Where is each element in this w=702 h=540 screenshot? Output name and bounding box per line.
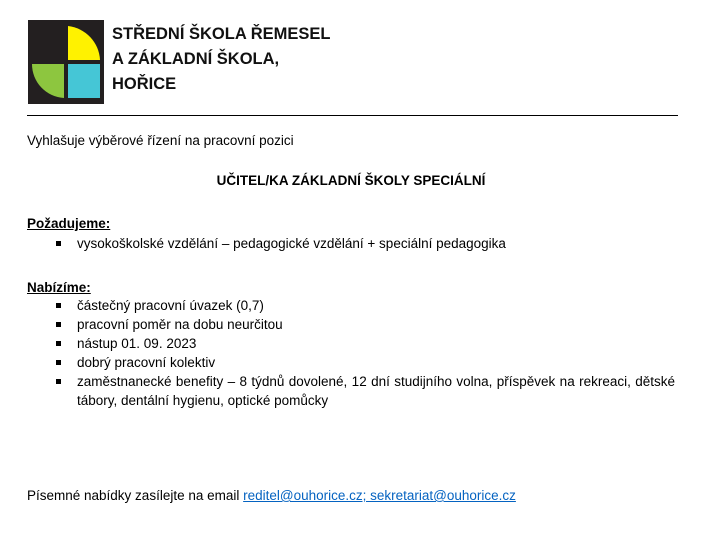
list-item: dobrý pracovní kolektiv xyxy=(27,353,675,372)
bullet-icon xyxy=(56,241,61,246)
list-item: nástup 01. 09. 2023 xyxy=(27,334,675,353)
bullet-icon xyxy=(56,322,61,327)
bullet-icon xyxy=(56,379,61,384)
bullet-icon xyxy=(56,341,61,346)
position-title: UČITEL/KA ZÁKLADNÍ ŠKOLY SPECIÁLNÍ xyxy=(216,173,486,188)
email-link[interactable]: reditel@ouhorice.cz; sekretariat@ouhorice.cz xyxy=(243,488,516,503)
requirements-list xyxy=(27,234,675,253)
footer-contact xyxy=(27,486,516,505)
offer-list xyxy=(27,296,675,410)
offer-title: Nabízíme: xyxy=(27,280,91,295)
school-logo-mark xyxy=(28,20,104,104)
list-item: částečný pracovní úvazek (0,7) xyxy=(27,296,675,315)
school-name-line-3: HOŘICE xyxy=(112,75,177,93)
bullet-icon xyxy=(56,360,61,365)
bullet-icon xyxy=(56,303,61,308)
list-item: vysokoškolské vzdělání – pedagogické vzdělání + speciální pedagogika xyxy=(27,234,675,253)
school-name-line-2: A ZÁKLADNÍ ŠKOLA, xyxy=(112,50,280,68)
footer-text: Písemné nabídky zasílejte na email xyxy=(27,488,244,503)
school-logo xyxy=(28,20,104,104)
list-item: zaměstnanecké benefity – 8 týdnů dovolené, 12 dní studijního volna, příspěvek na rekreaci, dětské tábory, dentální hygienu, optické pomůcky xyxy=(27,372,675,410)
header-divider xyxy=(27,115,678,116)
intro-text: Vyhlašuje výběrové řízení na pracovní pozici xyxy=(27,133,294,148)
list-item: pracovní poměr na dobu neurčitou xyxy=(27,315,675,334)
school-name-line-1: STŘEDNÍ ŠKOLA ŘEMESEL xyxy=(112,25,331,43)
requirements-title: Požadujeme: xyxy=(27,216,111,231)
school-name xyxy=(112,22,331,97)
